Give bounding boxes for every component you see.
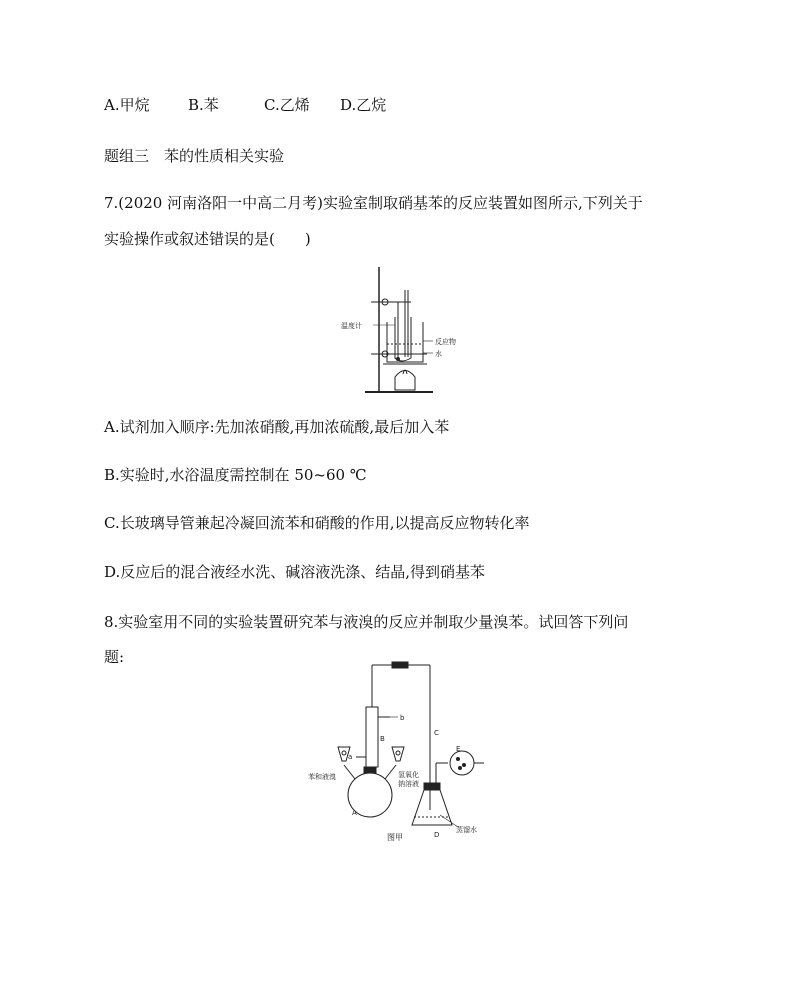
label-naoh-line1: 氢氧化	[398, 771, 419, 779]
q7-stem-line-2: 实验操作或叙述错误的是( )	[104, 230, 311, 248]
label-condenser-b: B	[380, 735, 385, 743]
alcohol-lamp	[395, 371, 415, 391]
q6-option-d: D.乙烷	[340, 96, 387, 114]
q6-option-a: A.甲烷	[104, 96, 150, 114]
q7-option-c: C.长玻璃导管兼起冷凝回流苯和硝酸的作用,以提高反应物转化率	[104, 514, 530, 532]
q8-apparatus-figure	[300, 655, 520, 855]
q6-options	[104, 94, 386, 115]
q8-stem-line-1: 8.实验室用不同的实验装置研究苯与液溴的反应并制取少量溴苯。试回答下列问	[104, 613, 629, 631]
q6-option-b: B.苯	[188, 96, 219, 114]
label-tube-c: C	[434, 729, 439, 737]
q7-option-b: B.实验时,水浴温度需控制在 50~60 ℃	[104, 466, 367, 484]
label-drying-e: E	[456, 745, 461, 753]
label-flask-d: D	[434, 831, 440, 839]
label-a: a	[348, 753, 353, 761]
drying-tube-e	[450, 751, 474, 775]
label-water: 水	[435, 350, 442, 358]
q8-figure-caption: 图甲	[387, 833, 403, 842]
q7-option-d: D.反应后的混合液经水洗、碱溶液洗涤、结晶,得到硝基苯	[104, 563, 486, 581]
q6-option-c: C.乙烯	[264, 96, 310, 114]
label-b-small: b	[400, 714, 405, 722]
flask-d	[412, 790, 452, 825]
label-thermometer: 温度计	[341, 322, 362, 330]
q7-apparatus-figure	[335, 262, 475, 400]
label-distilled-water: 蒸馏水	[456, 826, 477, 834]
q7-stem-line-1: 7.(2020 河南洛阳一中高二月考)实验室制取硝基苯的反应装置如图所示,下列关于	[104, 194, 643, 212]
label-reactant: 反应物	[435, 338, 456, 346]
section-title: 题组三 苯的性质相关实验	[104, 147, 285, 165]
label-naoh-line2: 钠溶液	[398, 780, 419, 788]
condenser-b	[366, 707, 378, 767]
label-flask-a: A	[352, 809, 357, 817]
q7-option-a: A.试剂加入顺序:先加浓硝酸,再加浓硫酸,最后加入苯	[104, 418, 450, 436]
q8-stem-line-2: 题:	[104, 648, 125, 666]
label-benzene-bromine: 苯和液溴	[308, 773, 336, 781]
